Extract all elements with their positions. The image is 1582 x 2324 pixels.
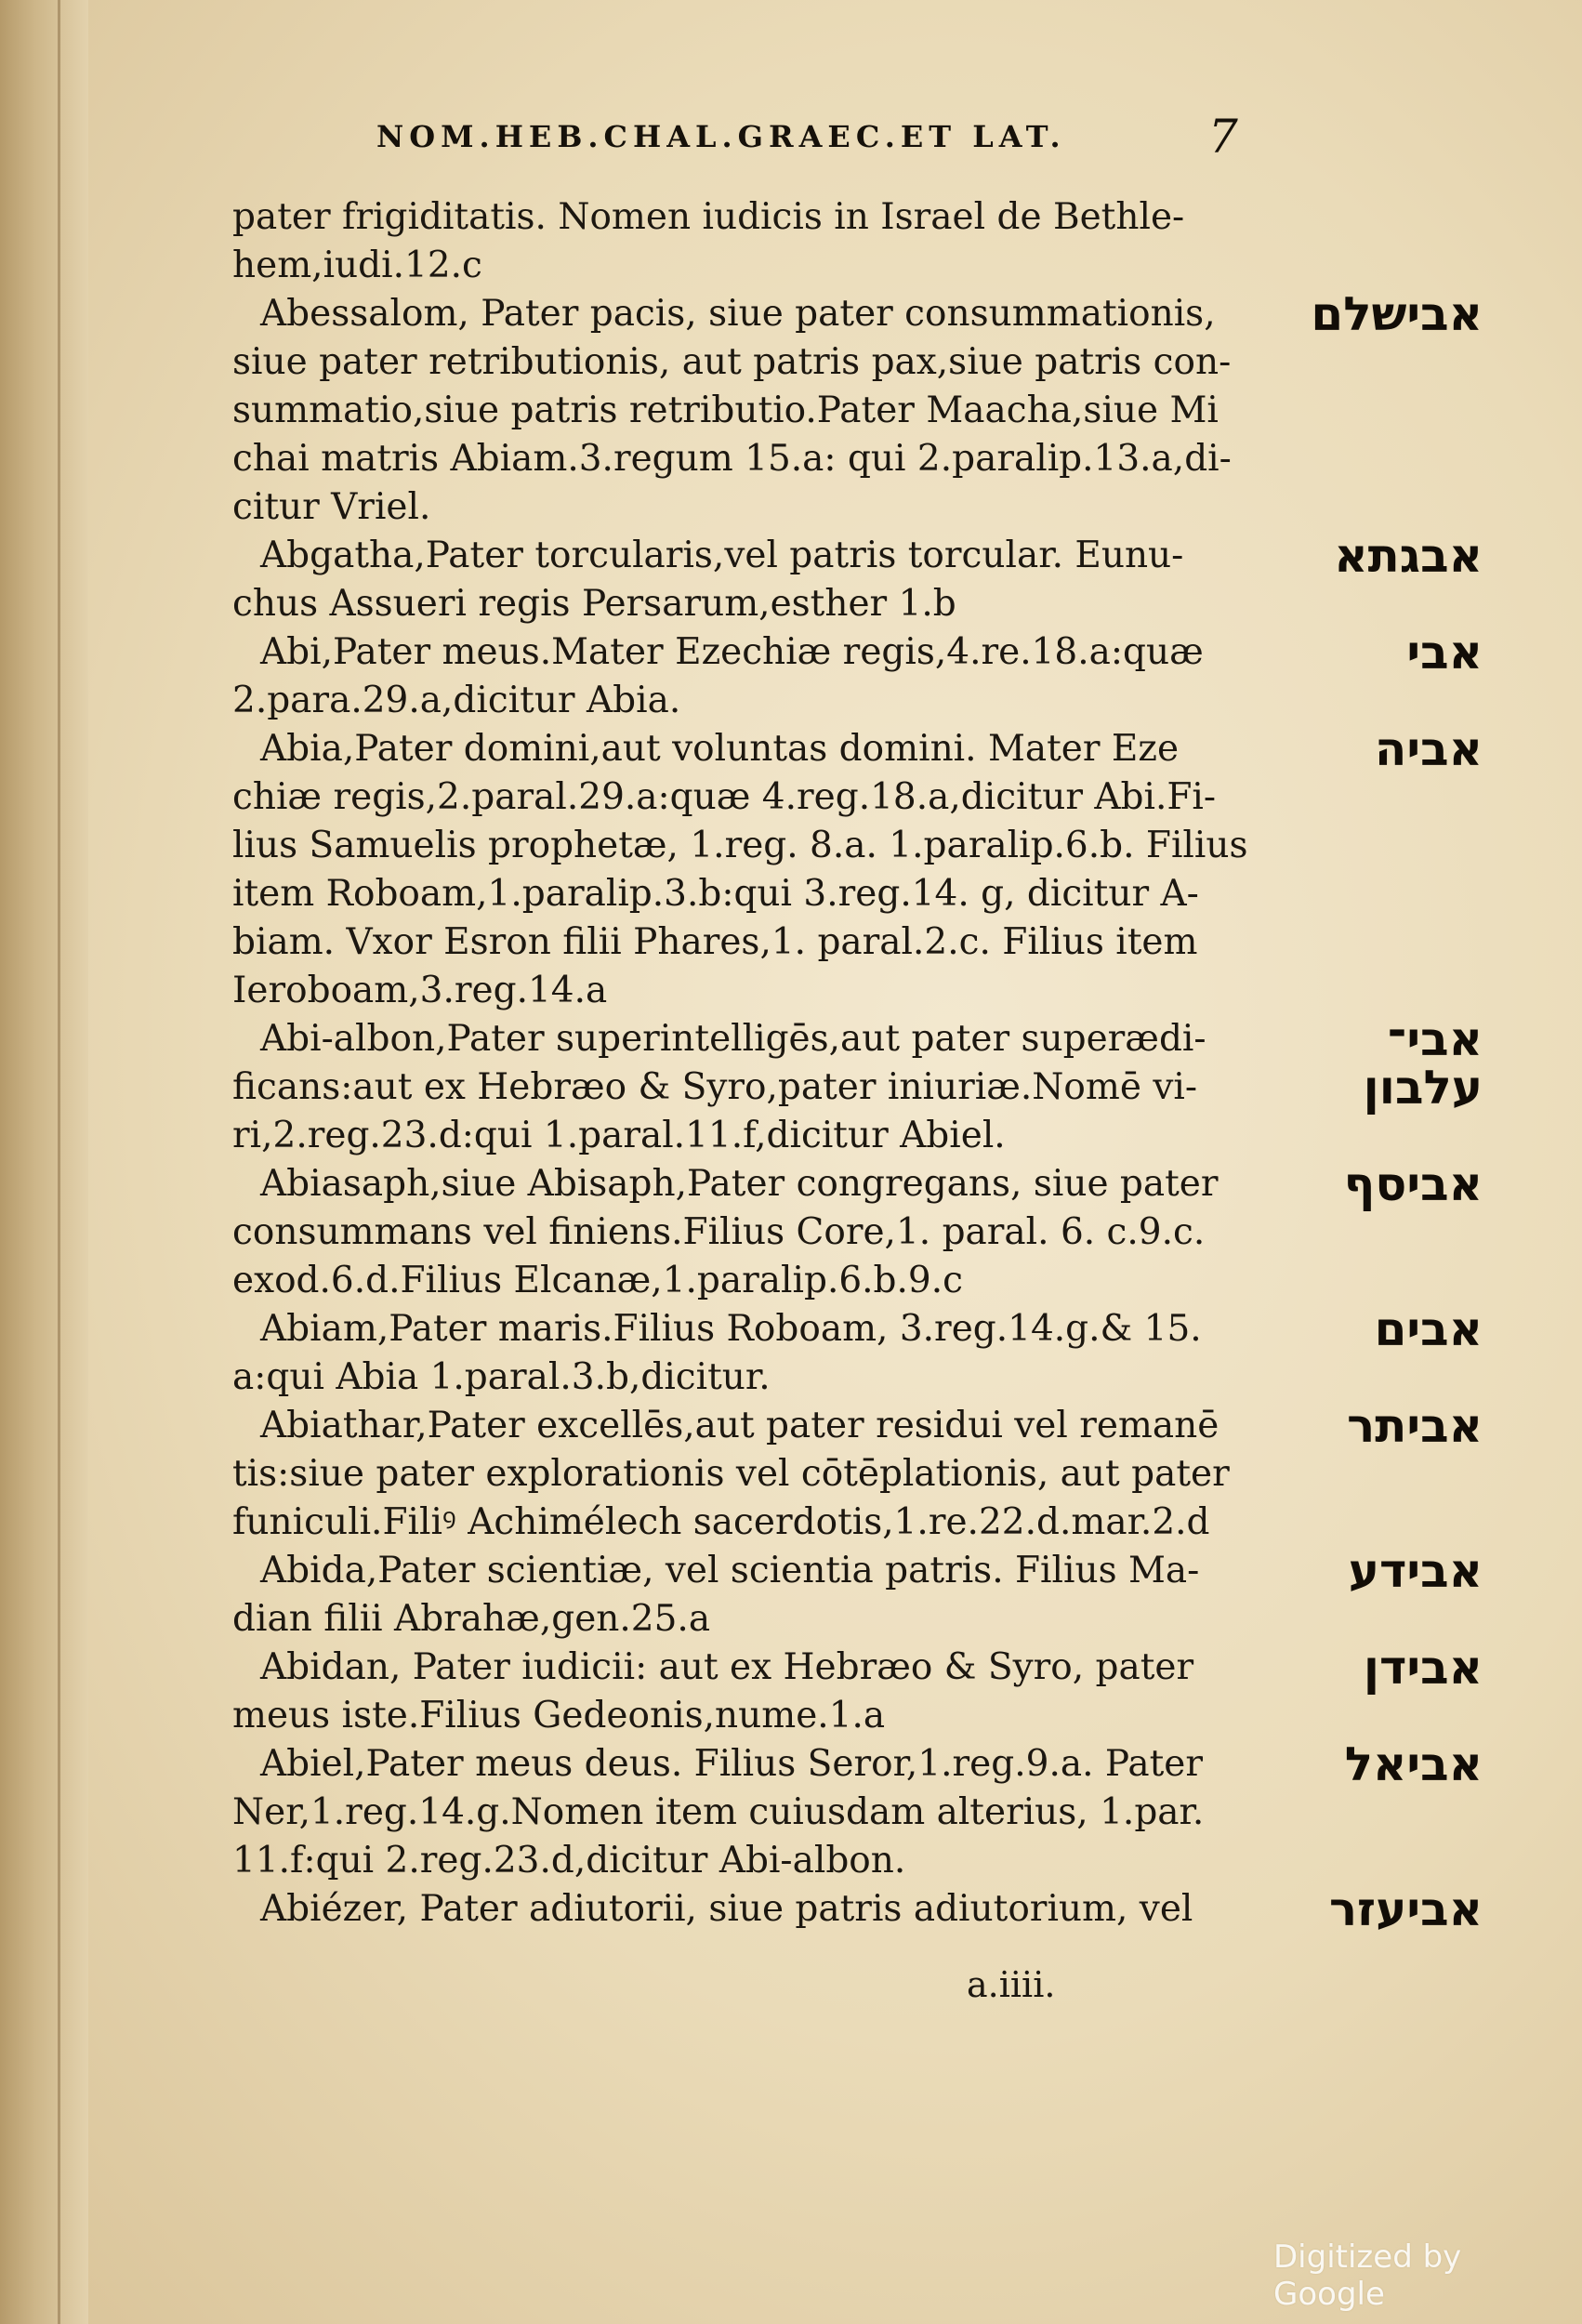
text-line: Abi-albon,Pater superintelligēs,aut pater superædi- xyxy=(260,1018,1206,1060)
hebrew-headword: עלבון xyxy=(1363,1061,1483,1115)
hebrew-headword: אביאל xyxy=(1344,1737,1483,1791)
text-line: item Roboam,1.paralip.3.b:qui 3.reg.14. g, dicitur A- xyxy=(232,873,1199,915)
text-line: Abiasaph,siue Abisaph,Pater congregans, siue pater xyxy=(260,1163,1219,1205)
text-line: Abi,Pater meus.Mater Ezechiæ regis,4.re.18.a:quæ xyxy=(260,631,1204,673)
text-line: chiæ regis,2.paral.29.a:quæ 4.reg.18.a,dicitur Abi.Fi- xyxy=(232,776,1217,818)
gutter-fold xyxy=(58,0,60,2324)
text-line: hem,iudi.12.c xyxy=(232,244,482,286)
text-line: consummans vel finiens.Filius Core,1. paral. 6. c.9.c. xyxy=(232,1211,1206,1253)
text-line: 11.f:qui 2.reg.23.d,dicitur Abi-albon. xyxy=(232,1840,906,1882)
hebrew-headword: אבים xyxy=(1374,1302,1483,1356)
text-line: Abgatha,Pater torcularis,vel patris torcular. Eunu- xyxy=(260,535,1184,576)
page-number: 7 xyxy=(1208,110,1238,164)
main-text-column xyxy=(232,193,1250,1934)
text-line: Abessalom, Pater pacis, siue pater consummationis, xyxy=(260,293,1216,335)
binding-gutter xyxy=(0,0,88,2324)
text-line: funiculi.Filiꝰ Achimélech sacerdotis,1.re.22.d.mar.2.d xyxy=(232,1501,1210,1543)
text-line: meus iste.Filius Gedeonis,nume.1.a xyxy=(232,1695,886,1736)
hebrew-headword: אביסף xyxy=(1343,1157,1483,1211)
text-line: Abia,Pater domini,aut voluntas domini. Mater Eze xyxy=(260,728,1180,770)
text-line: 2.para.29.a,dicitur Abia. xyxy=(232,680,681,721)
text-line: siue pater retributionis, aut patris pax,siue patris con- xyxy=(232,341,1232,383)
running-head: NOM.HEB.CHAL.GRAEC.ET LAT. xyxy=(376,119,1066,154)
hebrew-headword: אבגתא xyxy=(1334,529,1483,583)
hebrew-headword: אביתר xyxy=(1347,1399,1483,1453)
text-line: Abiam,Pater maris.Filius Roboam, 3.reg.14.g.& 15. xyxy=(260,1308,1202,1350)
hebrew-headword: אבישלם xyxy=(1311,287,1483,341)
text-line: a:qui Abia 1.paral.3.b,dicitur. xyxy=(232,1356,771,1398)
text-line: tis:siue pater explorationis vel cōtēplationis, aut pater xyxy=(232,1453,1230,1495)
hebrew-headword: אביעזר xyxy=(1328,1882,1483,1936)
digitization-watermark: Digitized by Google xyxy=(1273,2238,1462,2313)
text-line: pater frigiditatis. Nomen iudicis in Israel de Bethle- xyxy=(232,196,1185,238)
text-line: dian filii Abrahæ,gen.25.a xyxy=(232,1598,711,1640)
hebrew-headword: אבי xyxy=(1406,626,1483,680)
text-line: citur Vriel. xyxy=(232,486,431,528)
text-line: Ieroboam,3.reg.14.a xyxy=(232,970,608,1011)
text-line: Abiézer, Pater adiutorii, siue patris adiutorium, vel xyxy=(260,1888,1193,1930)
text-line: Abidan, Pater iudicii: aut ex Hebræo & Syro, pater xyxy=(260,1646,1194,1688)
text-line: chai matris Abiam.3.regum 15.a: qui 2.paralip.13.a,di- xyxy=(232,438,1232,480)
text-line: Abiel,Pater meus deus. Filius Seror,1.reg.9.a. Pater xyxy=(260,1743,1204,1785)
text-line: Abida,Pater scientiæ, vel scientia patris. Filius Ma- xyxy=(260,1550,1200,1591)
text-line: lius Samuelis prophetæ, 1.reg. 8.a. 1.paralip.6.b. Filius xyxy=(232,825,1248,866)
text-line: ficans:aut ex Hebræo & Syro,pater iniuriæ.Nomē vi- xyxy=(232,1066,1198,1108)
text-line: summatio,siue patris retributio.Pater Maacha,siue Mi xyxy=(232,390,1219,431)
hebrew-headword: אבידע xyxy=(1348,1544,1483,1598)
text-line: chus Assueri regis Persarum,esther 1.b xyxy=(232,583,956,625)
hebrew-headword: אביה xyxy=(1375,722,1483,776)
hebrew-headword: אבידן xyxy=(1363,1641,1483,1695)
text-line: Abiathar,Pater excellēs,aut pater residui vel remanē xyxy=(260,1405,1219,1446)
signature-catchword: a.iiii. xyxy=(967,1964,1056,2005)
text-line: ri,2.reg.23.d:qui 1.paral.11.f,dicitur Abiel. xyxy=(232,1115,1006,1156)
text-line: Ner,1.reg.14.g.Nomen item cuiusdam alterius, 1.par. xyxy=(232,1791,1205,1833)
text-line: biam. Vxor Esron filii Phares,1. paral.2.c. Filius item xyxy=(232,921,1198,963)
text-line: exod.6.d.Filius Elcanæ,1.paralip.6.b.9.c xyxy=(232,1260,963,1301)
hebrew-headword: אבי־ xyxy=(1387,1012,1483,1066)
